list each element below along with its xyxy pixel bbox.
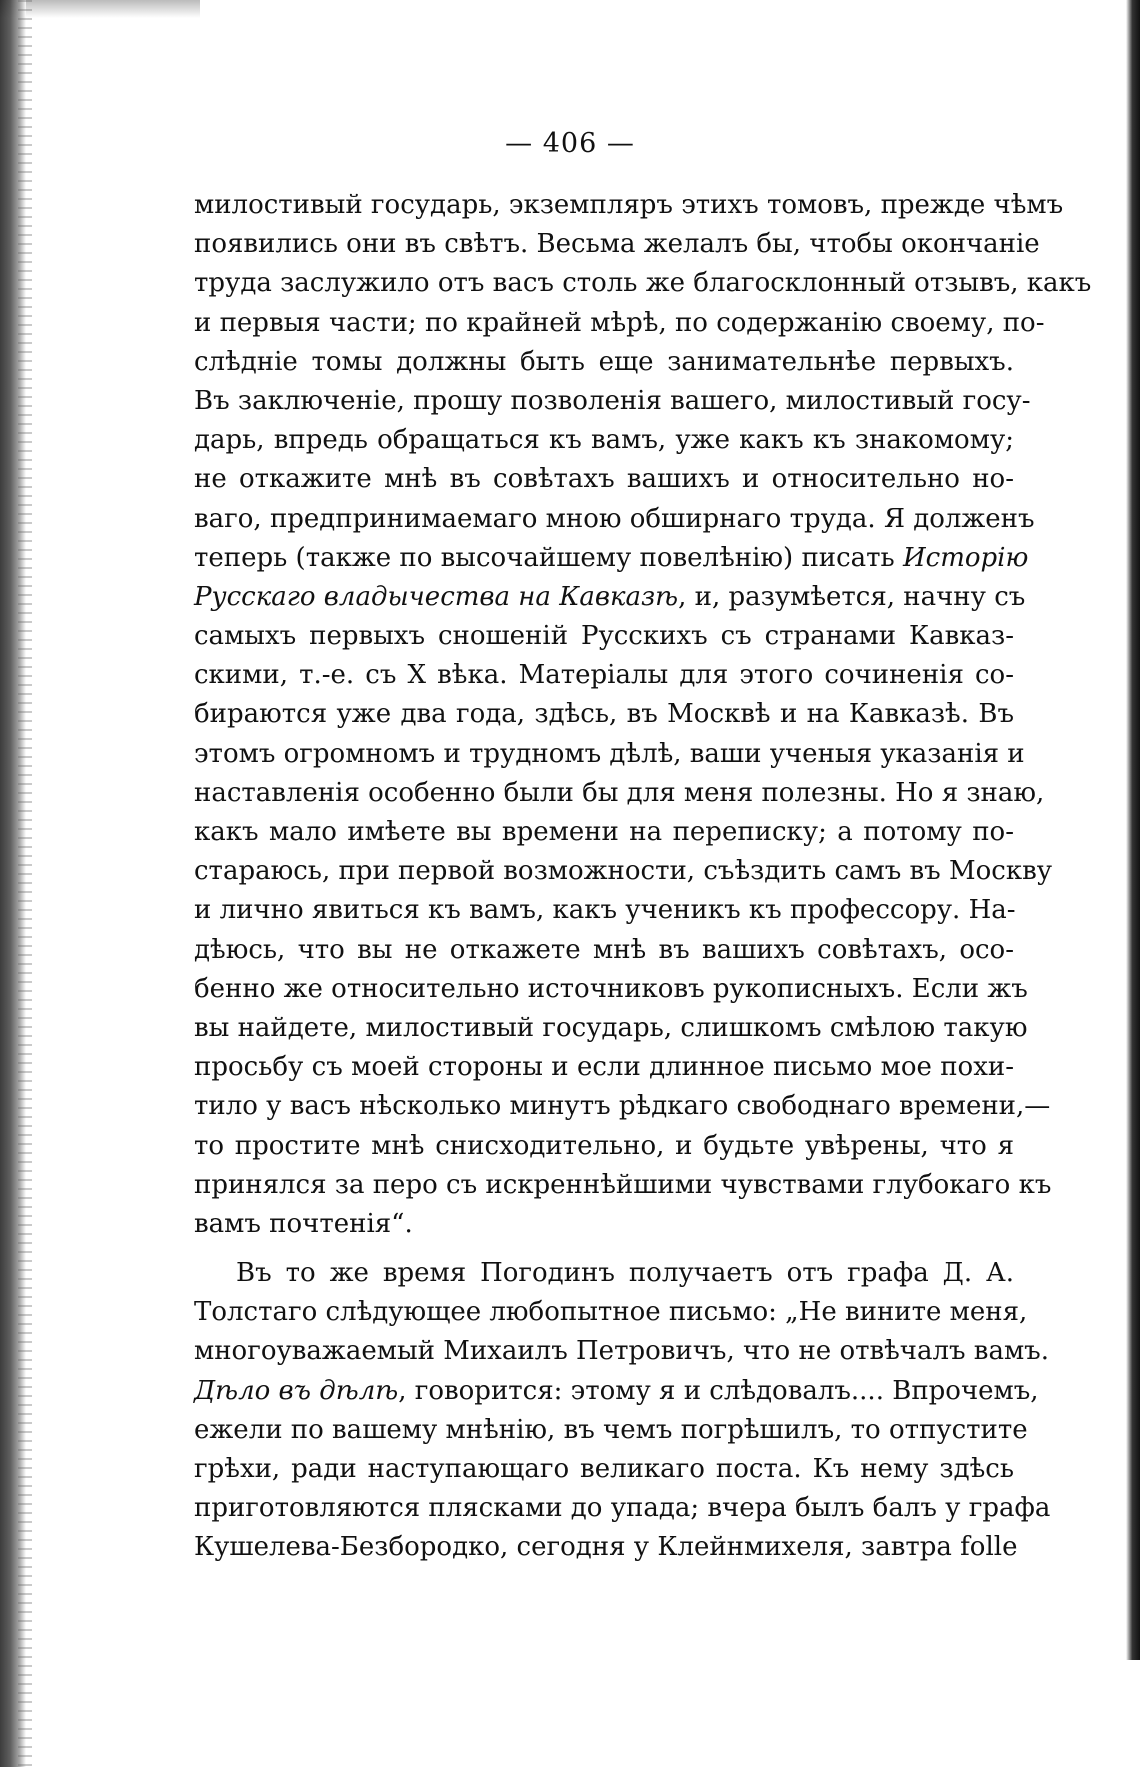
- text-line: Кушелева-Безбородко, сегодня у Клейнмихеля, завтра folle: [194, 1532, 1018, 1563]
- text-line: бираются уже два года, здѣсь, въ Москвѣ и на Кавказѣ. Въ: [194, 699, 1014, 730]
- text-line: Въ заключеніе, прошу позволенія вашего, милостивый госу-: [194, 385, 1031, 416]
- text-line: Дѣло въ дѣлѣ, говорится: этому я и слѣдовалъ.... Впрочемъ,: [194, 1375, 1039, 1406]
- italic-title: Исторію: [902, 542, 1029, 573]
- text-line: просьбу съ моей стороны и если длинное письмо мое похи-: [194, 1052, 1014, 1083]
- text-line: не откажите мнѣ въ совѣтахъ вашихъ и относительно но-: [194, 464, 1014, 495]
- scan-edge-right: [1126, 0, 1140, 1660]
- page-number: — 406 —: [505, 128, 635, 159]
- text-line: скими, т.-е. съ X вѣка. Матеріалы для этого сочиненія со-: [194, 660, 1014, 691]
- italic-title: Русскаго владычества на Кавказѣ: [194, 581, 679, 612]
- text-line: принялся за перо съ искреннѣйшими чувствами глубокаго къ: [194, 1169, 1052, 1200]
- scan-speckle-left: [18, 0, 32, 1767]
- text-line: ваго, предпринимаемаго мною обширнаго труда. Я долженъ: [194, 503, 1035, 534]
- text-line: слѣдніе томы должны быть еще занимательнѣе первыхъ.: [194, 346, 1014, 377]
- text-line: и первыя части; по крайней мѣрѣ, по содержанію своему, по-: [194, 307, 1045, 338]
- body-text: [194, 186, 1092, 1568]
- text-line: вы найдете, милостивый государь, слишкомъ смѣлою такую: [194, 1012, 1028, 1043]
- text-line: наставленія особенно были бы для меня полезны. Но я знаю,: [194, 777, 1045, 808]
- text-line: бенно же относительно источниковъ рукописныхъ. Если жъ: [194, 973, 1028, 1004]
- text-line: грѣхи, ради наступающаго великаго поста. Къ нему здѣсь: [194, 1454, 1014, 1484]
- text-line: тило у васъ нѣсколько минутъ рѣдкаго свободнаго времени,—: [194, 1091, 1051, 1122]
- text-line: дарь, впредь обращаться къ вамъ, уже какъ къ знакомому;: [194, 425, 1014, 456]
- text-line: труда заслужило отъ васъ столь же благосклонный отзывъ, какъ: [194, 268, 1092, 299]
- text-line: Русскаго владычества на Кавказѣ, и, разумѣется, начну съ: [194, 581, 1026, 612]
- text-line: ежели по вашему мнѣнію, въ чемъ погрѣшилъ, то отпустите: [194, 1414, 1028, 1445]
- text-line: то простите мнѣ снисходительно, и будьте увѣрены, что я: [194, 1130, 1014, 1161]
- text-line: самыхъ первыхъ сношеній Русскихъ съ странами Кавказ-: [194, 621, 1014, 652]
- text-line: приготовляются плясками до упада; вчера былъ балъ у графа: [194, 1493, 1051, 1524]
- text-line: стараюсь, при первой возможности, съѣздить самъ въ Москву: [194, 856, 1052, 887]
- text-line-paragraph-start: Въ то же время Погодинъ получаетъ отъ графа Д. А.: [236, 1258, 1014, 1289]
- text-line: многоуважаемый Михаилъ Петровичъ, что не отвѣчалъ вамъ.: [194, 1336, 1049, 1367]
- text-line: этомъ огромномъ и трудномъ дѣлѣ, ваши ученыя указанія и: [194, 738, 1025, 769]
- text-line: Толстаго слѣдующее любопытное письмо: „Не вините меня,: [194, 1297, 1028, 1328]
- text-line: появились они въ свѣтъ. Весьма желалъ бы, чтобы окончаніе: [194, 229, 1040, 260]
- text-line: теперь (также по высочайшему повелѣнію) писать Исторію: [194, 542, 1029, 573]
- italic-phrase: Дѣло въ дѣлѣ: [194, 1375, 399, 1406]
- text-line: и лично явиться къ вамъ, какъ ученикъ къ профессору. На-: [194, 895, 1016, 926]
- text-line-paragraph-end: вамъ почтенія“.: [194, 1208, 413, 1239]
- text-line: какъ мало имѣете вы времени на переписку; а потому по-: [194, 817, 1014, 847]
- text-line: дѣюсь, что вы не откажете мнѣ въ вашихъ совѣтахъ, осо-: [194, 934, 1014, 965]
- text-line: милостивый государь, экземпляръ этихъ томовъ, прежде чѣмъ: [194, 190, 1064, 220]
